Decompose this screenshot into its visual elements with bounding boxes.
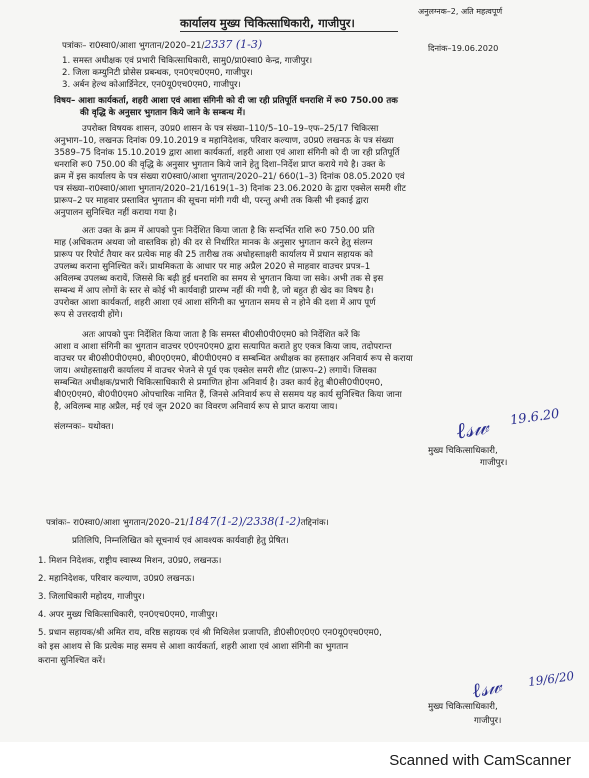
office-title-underline bbox=[180, 31, 398, 32]
reference-prefix: पत्रांकः– रा0स्वा0/आशा भुगतान/2020–21/ bbox=[62, 41, 205, 51]
signatory-title: मुख्य चिकित्साधिकारी, bbox=[428, 446, 498, 456]
paragraph-line: वाउचर पर बी0सी0पी0एम0, बी0ए0एम0, बी0पी0एम0 व सम्बन्धित अधीक्षक का हस्ताक्षर अनिवार्य रूप से कराया bbox=[54, 354, 413, 364]
paragraph-line: अतः आपको पुनः निर्देशित किया जाता है कि समस्त बी0सी0पी0एम0 को निर्देशित करें कि bbox=[82, 330, 360, 340]
enclosure-note: संलग्नकः– यथोक्त। bbox=[54, 422, 114, 432]
copy-recipient-3: 3. जिलाधिकारी महोदय, गाजीपुर। bbox=[38, 592, 145, 602]
signatory-title-2: मुख्य चिकित्साधिकारी, bbox=[428, 702, 498, 712]
handwritten-signature: ℓ𝓈𝓌 bbox=[454, 414, 491, 445]
paragraph-line: रूप से उत्तरदायी होंगे। bbox=[54, 310, 123, 320]
paragraph-line: है, अविलम्ब माह अप्रैल, मई एवं जून 2020 का विवरण अनिवार्य रूप से प्राप्त कराया जाय। bbox=[54, 402, 338, 412]
paragraph-line: सम्बन्ध में आप लोगों के स्तर से कोई भी कार्यवाही प्रारम्भ नहीं की गयी है, जो बहुत ही खेद का विषय है। bbox=[54, 286, 374, 296]
copy-recipient-2: 2. महानिदेशक, परिवार कल्याण, उ0प्र0 लखनऊ। bbox=[38, 574, 195, 584]
paragraph-line: 3589–75 दिनांक 15.10.2019 द्वारा आशा कार्यकर्ता, शहरी आशा एवं आशा संगिनी को दी जा रही प्रतिपूर्ति bbox=[54, 148, 400, 158]
paragraph-line: बी0ए0एम0, बी0पी0एम0 ओपचारिक नामित हैं, जिनसे अनिवार्य रूप से ससमय यह कार्य सुनिश्चित किया जाना bbox=[54, 390, 402, 400]
paragraph-line: धनराशि रू0 750.00 की वृद्धि के अनुसार भुगतान किये जाने हेतु दिशा–निर्देश प्राप्त कराये गये है। उक्त के bbox=[54, 160, 386, 170]
paragraph-line: सम्बन्धित अधीक्षक/प्रभारी चिकित्साधिकारी से प्रमाणित होना अनिवार्य है। उक्त कार्य हेतु बी0सी0पी0एम0, bbox=[54, 378, 383, 388]
copy-intro: प्रतिलिपि, निम्नलिखित को सूचनार्थ एवं आवश्यक कार्यवाही हेतु प्रेषित। bbox=[72, 536, 289, 546]
signatory-place: गाजीपुर। bbox=[480, 458, 508, 468]
paragraph-line: अनुपालन सुनिश्चित नहीं कराया गया है। bbox=[54, 208, 177, 218]
paragraph-line: उपलब्ध कराना सुनिश्चित करें। प्राथमिकता के आधार पर माह अप्रैल 2020 से माहवार वाउचर प्रपत्र–1 bbox=[54, 262, 371, 272]
letter-reference bbox=[62, 39, 262, 52]
paragraph-line: अनुभाग–10, लखनऊ दिनांक 09.10.2019 व महानिदेशक, परिवार कल्याण, उ0प्र0 लखनऊ के पत्र संख्या bbox=[54, 136, 394, 146]
annexure-note: अनुलग्नक–2, अति महत्वपूर्ण bbox=[418, 7, 503, 16]
office-title: कार्यालय मुख्य चिकित्साधिकारी, गाजीपुर। bbox=[180, 16, 355, 30]
subject-line-1: विषय– आशा कार्यकर्ता, शहरी आशा एवं आशा संगिनी को दी जा रही प्रतिपूर्ति धनराशि में रू0 750.00 तक bbox=[54, 96, 398, 106]
copy-recipient-5-cont: कराना सुनिश्चित करें। bbox=[38, 656, 106, 666]
addressee-2: 2. जिला कम्युनिटी प्रोसेस प्रबन्धक, एन0एच0एम0, गाजीपुर। bbox=[62, 68, 253, 78]
addressee-3: 3. अर्बन हेल्थ कोआर्डिनेटर, एन0यू0एच0एम0, गाजीपुर। bbox=[62, 80, 241, 90]
letter-date: दिनांक–19.06.2020 bbox=[428, 43, 499, 53]
copy-reference bbox=[46, 516, 329, 529]
copy-date: तद्दिनांक। bbox=[300, 518, 329, 528]
paragraph-line: माह (अधिकतम अथवा जो वास्तविक हो) की दर से निर्धारित मानक के अनुसार भुगतान करने हेतु संलग्न bbox=[54, 238, 373, 248]
paragraph-line: क्रम में इस कार्यालय के पत्र संख्या रा0स्वा0/आशा भुगतान/2020–21/ 660(1–3) दिनांक 08.05.2020 एवं bbox=[54, 172, 405, 182]
copy-recipient-5: 5. प्रधान सहायक/श्री अमित राय, वरिष्ठ सहायक एवं श्री मिथिलेश प्रजापति, डी0सी0ए0ए0 एन0यू0एच0एम0, bbox=[38, 628, 382, 638]
copy-reference-handwritten-number: 1847(1-2)/2338(1-2) bbox=[188, 515, 301, 528]
paragraph-line: उपरोक्त विषयक शासन, उ0प्र0 शासन के पत्र संख्या–110/5–10–19–एफ–25/17 चिकित्सा bbox=[82, 124, 379, 134]
copy-recipient-5-cont: को इस आशय से कि प्रत्येक माह समय से आशा कार्यकर्ता, शहरी आशा एवं आशा संगिनी का भुगतान bbox=[38, 642, 349, 652]
subject-line-2: की वृद्धि के अनुसार भुगतान किये जाने के सम्बन्ध में। bbox=[80, 108, 246, 118]
copy-recipient-1: 1. मिशन निदेशक, राष्ट्रीय स्वास्थ्य मिशन, उ0प्र0, लखनऊ। bbox=[38, 556, 222, 566]
handwritten-signature-date: 19.6.20 bbox=[509, 406, 561, 429]
paragraph-line: प्रारूप पर रिपोर्ट तैयार कर प्रत्येक माह की 25 तारीख तक अधोहस्ताक्षरी कार्यालय में प्रधान सहायक को bbox=[54, 250, 373, 260]
paragraph-line: आशा व आशा संगिनी का भुगतान वाउचर ए0एन0एम0 द्वारा सत्यापित कराते हुए एकत्र किया जाय, तदोपरान्त bbox=[54, 342, 392, 352]
copy-recipient-4: 4. अपर मुख्य चिकित्साधिकारी, एन0एच0एम0, गाजीपुर। bbox=[38, 610, 218, 620]
paragraph-line: पत्र संख्या–रा0स्वा0/आशा भुगतान/2020–21/1619(1–3) दिनांक 23.06.2020 के द्वारा एक्सेल समरी शीट bbox=[54, 184, 407, 194]
paragraph-line: अतः उक्त के क्रम में आपको पुनः निर्देशित किया जाता है कि सन्दर्भित राशि रू0 750.00 प्रति bbox=[82, 226, 375, 236]
paragraph-line: उपरोक्त आशा कार्यकर्ता, शहरी आशा एवं आशा संगिनी का भुगतान समय से न होने की दशा में आप पूर्ण bbox=[54, 298, 376, 308]
reference-handwritten-number: 2337 (1-3) bbox=[204, 38, 263, 51]
copy-reference-prefix: पत्रांकः– रा0स्वा0/आशा भुगतान/2020–21/ bbox=[46, 518, 189, 528]
addressee-1: 1. समस्त अधीक्षक एवं प्रभारी चिकित्साधिकारी, सामु0/प्रा0स्वा0 केन्द्र, गाजीपुर। bbox=[62, 56, 313, 66]
scanner-watermark: Scanned with CamScanner bbox=[389, 752, 571, 769]
paragraph-line: जाय। अधोहस्ताक्षरी कार्यालय में वाउचर भेजने से पूर्व एक एक्सेल समरी शीट (प्रारूप–2) लगायें। जिसका bbox=[54, 366, 377, 376]
paragraph-line: अविलम्ब उपलब्ध करायें, जिससे कि बढ़ी हुई धनराशि का समय से भुगतान किया जा सके। अभी तक से इस bbox=[54, 274, 384, 284]
handwritten-signature-2: ℓ𝓈𝓌 bbox=[469, 673, 504, 703]
handwritten-signature-2-date: 19/6/20 bbox=[527, 668, 576, 690]
paragraph-line: प्रारूप–2 पर माहवार प्रस्तावित भुगतान की सूचना मांगी गयी थी, परन्तु अभी तक किसी भी इकाई द्वारा bbox=[54, 196, 369, 206]
signatory-place-2: गाजीपुर। bbox=[474, 716, 502, 726]
